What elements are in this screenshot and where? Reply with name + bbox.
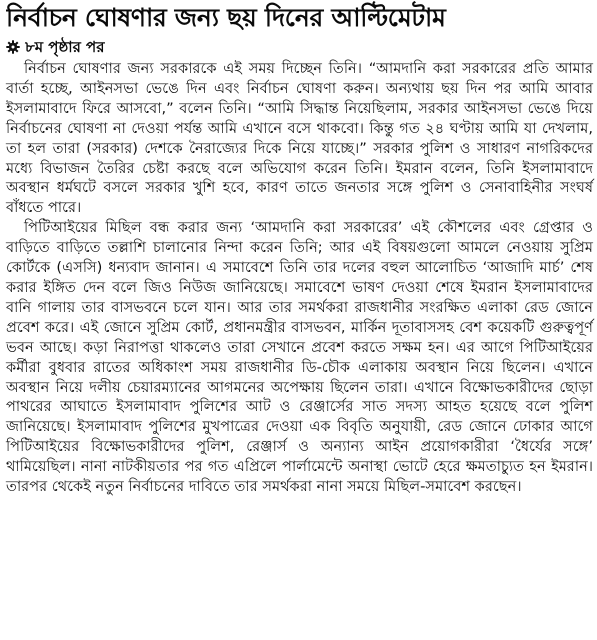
gear-bullet-icon	[6, 40, 20, 54]
article-body	[6, 59, 593, 497]
article-headline: নির্বাচন ঘোষণার জন্য ছয় দিনের আল্টিমেটাম	[6, 3, 446, 32]
continued-from-text: ৮ম পৃষ্ঠার পর	[25, 38, 105, 56]
article-paragraph-1: নির্বাচন ঘোষণার জন্য সরকারকে এই সময় দিচ্ছেন তিনি। “আমদানি করা সরকারের প্রতি আমার বার্তা হচ্ছে, আইনসভা ভেঙে দিন এবং নির্বাচন ঘোষণা করুন। অন্যথায় ছয় দিন পর আমি আবার ইসলামাবাদে ফিরে আসবো,” বলেন তিনি। “আমি সিদ্ধান্ত নিয়েছিলাম, সরকার আইনসভা ভেঙে দিয়ে নির্বাচনের ঘোষণা না দেওয়া পর্যন্ত আমি এখানে বসে থাকবো। কিন্তু গত ২৪ ঘণ্টায় আমি যা দেখলাম, তা হল তারা (সরকার) দেশকে নৈরাজ্যের দিকে নিয়ে যাচ্ছে।” সরকার পুলিশ ও সাধারণ নাগরিকদের মধ্যে বিভাজন তৈরির চেষ্টা করছে বলে অভিযোগ করেন তিনি। ইমরান বলেন, তিনি ইসলামাবাদে অবস্থান ধর্মঘটে বসলে সরকার খুশি হবে, কারণ তাতে জনতার সঙ্গে পুলিশ ও সেনাবাহিনীর সংঘর্ষ বাঁধতে পারে।	[6, 60, 593, 217]
continued-from-line	[6, 36, 593, 58]
article-paragraph-2: পিটিআইয়ের মিছিল বন্ধ করার জন্য ‘আমদানি করা সরকারের’ এই কৌশলের এবং গ্রেপ্তার ও বাড়িতে বাড়িতে তল্লাশি চালানোর নিন্দা করেন তিনি; আর এই বিষয়গুলো আমলে নেওয়ায় সুপ্রিম কোর্টকে (এসসি) ধন্যবাদ জানান। এ সমাবেশে তিনি তার দলের বহুল আলোচিত ‘আজাদি মার্চ’ শেষ করার ইঙ্গিত দেন বলে জিও নিউজ জানিয়েছে। সমাবেশে ভাষণ দেওয়া শেষে ইমরান ইসলামাবাদের বানি গালায় তার বাসভবনে চলে যান। আর তার সমর্থকরা রাজধানীর সংরক্ষিত এলাকা রেড জোনে প্রবেশ করে। এই জোনে সুপ্রিম কোর্ট, প্রধানমন্ত্রীর বাসভবন, মার্কিন দূতাবাসসহ বেশ কয়েকটি গুরুত্বপূর্ণ ভবন আছে। কড়া নিরাপত্তা থাকলেও তারা সেখানে প্রবেশ করতে সক্ষম হন। এর আগে পিটিআইয়ের কর্মীরা বুধবার রাতের অধিকাংশ সময় রাজধানীর ডি-চৌক এলাকায় অবস্থান নিয়ে ছিলেন। এখানে অবস্থান নিয়ে দলীয় চেয়ারম্যানের আগমনের অপেক্ষায় ছিলেন তারা। এখানে বিক্ষোভকারীদের ছোড়া পাথরের আঘাতে ইসলামাবাদ পুলিশের আট ও রেঞ্জার্সের সাত সদস্য আহত হয়েছে বলে পুলিশ জানিয়েছে। ইসলামাবাদ পুলিশের মুখপাত্রের দেওয়া এক বিবৃতি অনুযায়ী, রেড জোনে ঢোকার আগে পিটিআইয়ের বিক্ষোভকারীদের পুলিশ, রেঞ্জার্স ও অন্যান্য আইন প্রয়োগকারীরা ‘ধৈর্যের সঙ্গে’ থামিয়েছিল। নানা নাটকীয়তার পর গত এপ্রিলে পার্লামেন্টে অনাস্থা ভোটে হেরে ক্ষমতাচ্যুত হন ইমরান। তারপর থেকেই নতুন নির্বাচনের দাবিতে তার সমর্থকরা নানা সময়ে মিছিল-সমাবেশ করছেন।	[6, 219, 594, 496]
